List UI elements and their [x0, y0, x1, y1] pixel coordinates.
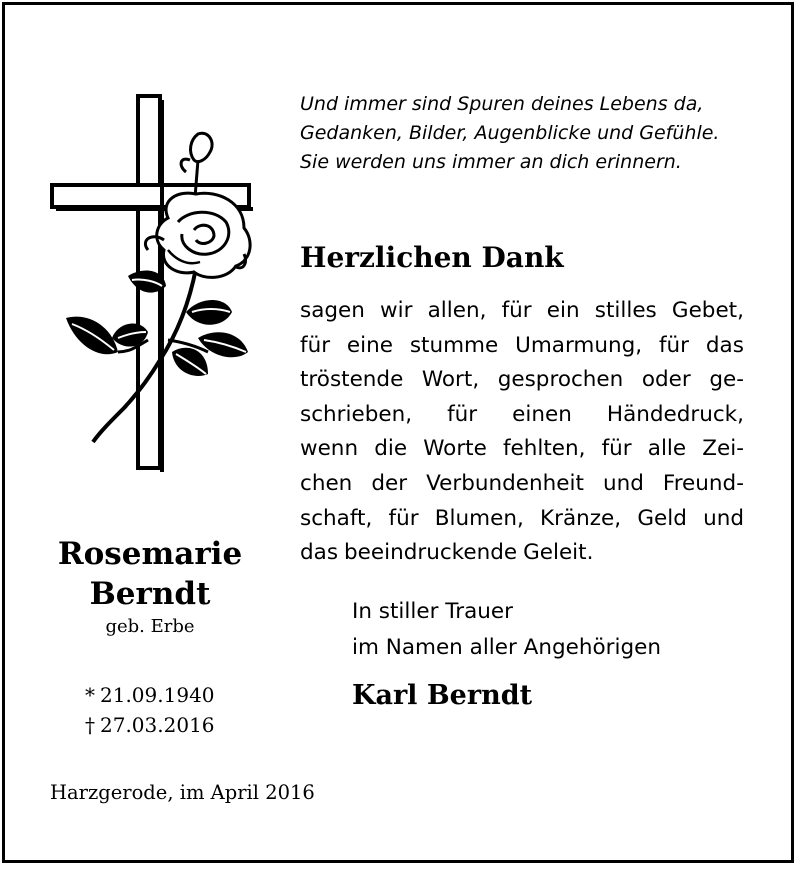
deceased-last-name: Berndt [89, 576, 211, 612]
word: die [374, 436, 408, 462]
deceased-first-name: Rosemarie [57, 536, 243, 572]
signer-name: Karl Berndt [352, 680, 533, 711]
word: Händedruck, [606, 401, 744, 427]
word: stumme [409, 332, 499, 358]
maiden-name: geb. Erbe [105, 616, 195, 637]
word: für [388, 505, 419, 531]
word: stilles [594, 298, 657, 323]
word: wenn [300, 436, 359, 462]
quote-line: Und immer sind Spuren deines Lebens da, [300, 93, 704, 115]
word: Zei- [702, 436, 744, 462]
word: für [658, 332, 690, 358]
birth-date: 21.09.1940 [100, 683, 215, 707]
word: der [371, 470, 408, 496]
thanks-heading: Herzlichen Dank [300, 241, 564, 274]
word: ein [546, 298, 580, 323]
life-dates [82, 680, 215, 740]
memorial-quote [300, 90, 770, 177]
text-line [300, 432, 744, 467]
birth-symbol: * [85, 683, 95, 707]
deceased-block [30, 534, 270, 640]
word: schrieben, [300, 401, 413, 427]
word: Verbundenheit [426, 470, 584, 496]
birth-row [82, 680, 215, 710]
word: Blumen, [434, 505, 524, 531]
word: das [300, 540, 339, 566]
word: schaft, [300, 505, 373, 531]
thanks-text [300, 294, 744, 571]
word: Geleit. [523, 540, 594, 566]
text-line [300, 536, 744, 571]
text-line [300, 294, 744, 329]
word: Freund- [662, 470, 744, 496]
word: oder [641, 367, 691, 393]
word: beeindruckende [344, 540, 518, 566]
word: Wort, [421, 367, 480, 393]
death-symbol: † [85, 713, 95, 737]
word: für [300, 332, 331, 358]
word: tröstende [300, 367, 404, 393]
word: für [501, 298, 532, 323]
word: ge- [709, 367, 744, 393]
signature-line: In stiller Trauer [352, 599, 513, 624]
word: fehlten, [502, 436, 586, 462]
word: wir [380, 298, 413, 323]
quote-line: Gedanken, Bilder, Augenblicke und Gefühle. [300, 122, 720, 144]
word: Kränze, [540, 505, 622, 531]
word: chen [300, 470, 353, 496]
word: Gebet, [671, 298, 744, 323]
word: und [703, 505, 744, 531]
word: für [601, 436, 632, 462]
word: für [447, 401, 478, 427]
place-and-date: Harzgerode, im April 2016 [50, 781, 315, 804]
word: das [705, 332, 744, 358]
signature-line: im Namen aller Angehörigen [352, 635, 661, 660]
text-line [300, 398, 744, 433]
signature-lines [352, 594, 661, 666]
cross-with-rose-icon [48, 90, 258, 475]
word: alle [647, 436, 687, 462]
quote-line: Sie werden uns immer an dich erinnern. [300, 151, 682, 173]
text-line [300, 502, 744, 537]
word: eine [346, 332, 393, 358]
word: Geld [637, 505, 687, 531]
word: und [602, 470, 644, 496]
text-line [300, 467, 744, 502]
death-row [82, 710, 215, 740]
word: Worte [423, 436, 487, 462]
text-line [300, 363, 744, 398]
word: Umarmung, [515, 332, 643, 358]
word: gesprochen [497, 367, 624, 393]
word: sagen [300, 298, 365, 323]
death-date: 27.03.2016 [100, 713, 215, 737]
word: einen [512, 401, 572, 427]
text-line [300, 329, 744, 364]
word: allen, [427, 298, 487, 323]
